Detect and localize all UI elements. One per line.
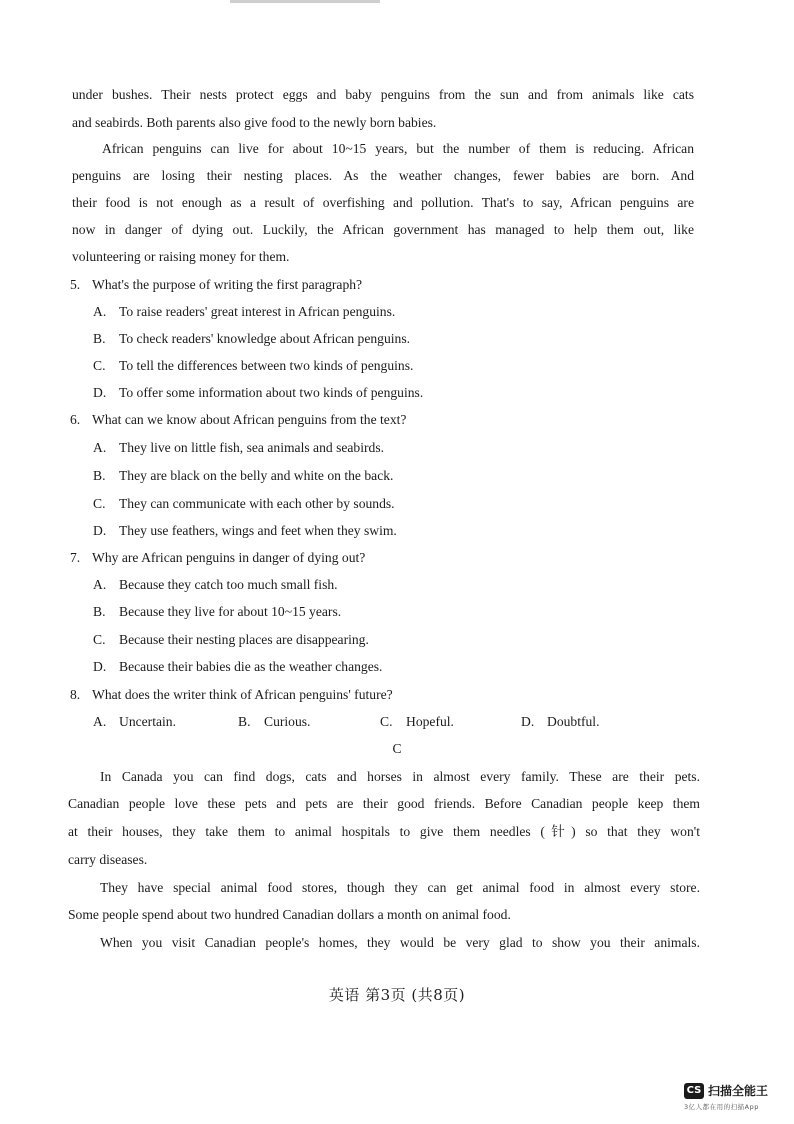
page-footer: 英语 第3页 (共8页) — [328, 986, 466, 1004]
question-8 — [70, 686, 393, 704]
option: A. They live on little fish, sea animals and seabirds. — [93, 440, 385, 455]
question-stem: What can we know about African penguins from the text? — [92, 412, 407, 427]
scanner-tagline: 3亿人都在用的扫描App — [684, 1103, 759, 1111]
passage-c-line: In Canada you can find dogs, cats and horses in almost every family. These are their pets. — [100, 769, 700, 784]
option: A. Uncertain. — [93, 714, 176, 729]
passage-c-line: They have special animal food stores, though they can get animal food in almost every store. — [100, 880, 700, 895]
question-stem: Why are African penguins in danger of dying out? — [92, 550, 366, 565]
passage-c-line: Canadian people love these pets and pets are their good friends. Before Canadian people keep them — [68, 796, 700, 811]
option: D. To offer some information about two kinds of penguins. — [93, 385, 424, 400]
scan-edge-mark — [230, 0, 380, 3]
question-stem: What does the writer think of African penguins' future? — [92, 687, 393, 702]
question-number: 8. — [70, 687, 81, 702]
passage-c-line: Some people spend about two hundred Canadian dollars a month on animal food. — [68, 907, 511, 922]
scanner-logo — [684, 1082, 768, 1099]
option: A. Because they catch too much small fish. — [93, 577, 338, 592]
option: C. Hopeful. — [380, 714, 454, 729]
passage-b-line: penguins are losing their nesting places. As the weather changes, fewer babies are born. And — [72, 168, 694, 183]
passage-b-line: their food is not enough as a result of overfishing and pollution. That's to say, African penguins are — [72, 195, 694, 210]
passage-b-line: volunteering or raising money for them. — [72, 249, 290, 264]
passage-c-line: When you visit Canadian people's homes, they would be very glad to show you their animals. — [100, 935, 700, 950]
option: B. Because they live for about 10~15 years. — [93, 604, 342, 619]
passage-c-line: carry diseases. — [68, 852, 148, 867]
question-number: 5. — [70, 277, 81, 292]
passage-b-line: now in danger of dying out. Luckily, the African government has managed to help them out, like — [72, 222, 694, 237]
option: D. Doubtful. — [521, 714, 600, 729]
option: A. To raise readers' great interest in African penguins. — [93, 304, 396, 319]
passage-b-line: and seabirds. Both parents also give food to the newly born babies. — [72, 115, 437, 130]
passage-b-line: African penguins can live for about 10~15 years, but the number of them is reducing. African — [102, 141, 694, 156]
option: B. They are black on the belly and white on the back. — [93, 468, 394, 483]
passage-c-line: at their houses, they take them to animal hospitals to give them needles (针) so that they won't — [68, 824, 700, 839]
option: B. To check readers' knowledge about African penguins. — [93, 331, 411, 346]
section-heading: C — [392, 741, 402, 756]
cs-logo-icon: CS — [684, 1083, 704, 1099]
question-stem: What's the purpose of writing the first paragraph? — [92, 277, 363, 292]
question-number: 7. — [70, 550, 81, 565]
option: B. Curious. — [238, 714, 311, 729]
scanner-app-name: 扫描全能王 — [708, 1084, 769, 1098]
option: D. They use feathers, wings and feet when they swim. — [93, 523, 397, 538]
option: D. Because their babies die as the weather changes. — [93, 659, 383, 674]
question-6 — [70, 411, 406, 429]
question-5 — [70, 276, 362, 294]
option: C. Because their nesting places are disappearing. — [93, 632, 369, 647]
question-number: 6. — [70, 412, 81, 427]
passage-b-line: under bushes. Their nests protect eggs and baby penguins from the sun and from animals like cats — [72, 87, 694, 102]
option: C. To tell the differences between two kinds of penguins. — [93, 358, 414, 373]
question-7 — [70, 549, 365, 567]
option: C. They can communicate with each other by sounds. — [93, 496, 395, 511]
